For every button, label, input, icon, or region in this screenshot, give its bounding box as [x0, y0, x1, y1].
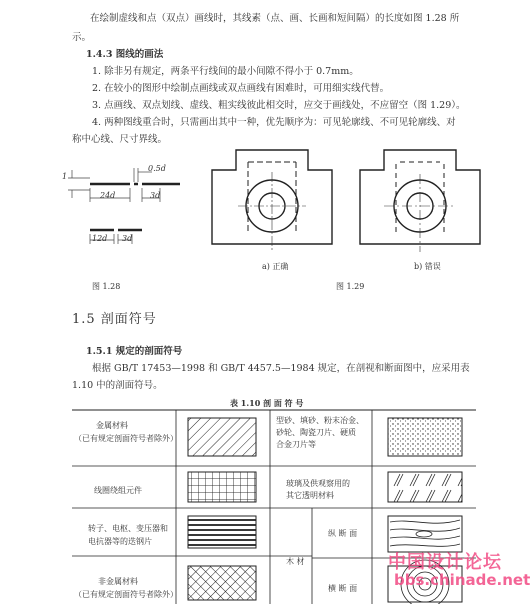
- figure-1-29a-label: a) 正确: [262, 262, 289, 271]
- section-1-4-3-heading: 1.4.3 图线的画法: [86, 49, 164, 60]
- watermark-url: bbs.chinade.net: [394, 571, 530, 589]
- row4-left-line2: （已有规定剖面符号者除外）: [74, 590, 178, 599]
- dim-24d: 24d: [100, 191, 116, 200]
- item-2: 2. 在较小的图形中绘制点画线或双点画线有困难时，可用细实线代替。: [92, 83, 390, 94]
- row2-right-line1: 玻璃及供观察用的: [286, 479, 350, 488]
- dim-3d-b: 3d: [122, 234, 133, 243]
- wood-transverse-label: 横 断 面: [328, 584, 358, 593]
- watermark-title: 中国设计论坛: [388, 552, 502, 573]
- dim-0-5d: 0.5d: [148, 164, 166, 173]
- row1-right-line2: 砂轮、陶瓷刀片、硬质: [276, 428, 356, 437]
- figure-1-29b-label: b) 错误: [414, 262, 441, 271]
- wood-label: 木 材: [286, 557, 305, 566]
- figure-1-29a-diagram: [208, 148, 336, 258]
- item-4-cont: 称中心线、尺寸界线。: [72, 134, 168, 145]
- row1-left-line1: 金属材料: [96, 421, 128, 430]
- row2-left: 线圈绕组元件: [94, 486, 142, 495]
- row3-left-line2: 电抗器等的迭钢片: [88, 537, 152, 546]
- row1-left-line2: （已有规定剖面符号者除外）: [74, 434, 178, 443]
- item-3: 3. 点画线、双点划线、虚线、粗实线彼此相交时，应交于画线处，不应留空（图 1.29）。: [92, 100, 466, 111]
- wood-longitudinal-label: 纵 断 面: [328, 529, 358, 538]
- row4-left-line1: 非金属材料: [98, 577, 138, 586]
- item-4: 4. 两种图线重合时，只需画出其中一种，优先顺序为：可见轮廓线、不可见轮廓线、对: [92, 117, 456, 128]
- section-1-5-1-heading: 1.5.1 规定的剖面符号: [86, 346, 183, 357]
- intro-line-1: 在绘制虚线和点（双点）画线时，其线素（点、画、长画和短间隔）的长度如图 1.28 所: [90, 13, 460, 24]
- intro-line-2: 示。: [72, 32, 92, 43]
- dim-1: 1: [62, 172, 68, 181]
- section-1-5-1-line-1: 根据 GB/T 17453—1998 和 GB/T 4457.5—1984 规定，在剖视和断面图中，应采用表: [92, 363, 470, 374]
- dim-12d: 12d: [92, 234, 108, 243]
- figure-1-28-caption: 图 1.28: [92, 282, 121, 291]
- dim-3d-a: 3d: [150, 191, 161, 200]
- row1-right-line1: 型砂、填砂、粉末冶金、: [276, 416, 364, 425]
- row2-right-line2: 其它透明材料: [286, 491, 334, 500]
- figure-1-29-caption: 图 1.29: [336, 282, 365, 291]
- section-1-5-heading: 1.5 剖面符号: [72, 312, 157, 327]
- row3-left-line1: 转子、电枢、变压器和: [88, 524, 168, 533]
- table-caption: 表 1.10 剖 面 符 号: [230, 398, 304, 408]
- row1-right-line3: 合金刀片等: [276, 440, 316, 449]
- figure-1-29b-diagram: [356, 148, 484, 258]
- item-1: 1. 除非另有规定，两条平行线间的最小间隙不得小于 0.7mm。: [92, 66, 359, 77]
- section-1-5-1-line-2: 1.10 中的剖面符号。: [72, 380, 163, 391]
